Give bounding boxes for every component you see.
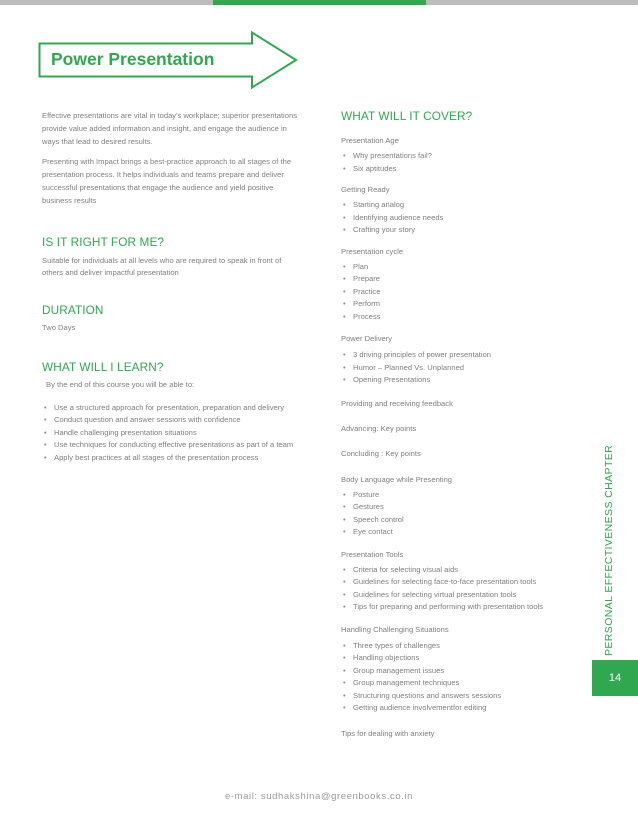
cover-item: • Crafting your story — [341, 224, 586, 237]
cover-section-title: Body Language while Presenting — [341, 474, 453, 484]
page-title: Power Presentation — [51, 49, 215, 69]
cover-item: • Tips for preparing and performing with presentation tools — [341, 601, 586, 614]
cover-item: • Process — [341, 311, 586, 324]
cover-section-title: Presentation cycle — [341, 246, 404, 256]
cover-heading: WHAT WILL IT COVER? — [341, 109, 473, 123]
top-green-bar — [213, 0, 426, 5]
cover-item: • Getting audience involvementfor editing — [341, 702, 586, 715]
cover-section-list — [341, 261, 586, 324]
cover-item: • Plan — [341, 261, 586, 274]
cover-section-list — [341, 150, 586, 175]
cover-section-title: Concluding : Key points — [341, 448, 421, 458]
cover-item: • Group management techniques — [341, 677, 586, 690]
cover-item: • Why presentations fail? — [341, 150, 586, 163]
learn-item: • Apply best practices at all stages of the presentation process — [42, 452, 304, 465]
cover-item: • Eye contact — [341, 526, 586, 539]
cover-item: • Identifying audience needs — [341, 212, 586, 225]
cover-section-title: Advancing: Key points — [341, 423, 417, 433]
page-number: 14 — [608, 672, 622, 684]
cover-section-title: Presentation Age — [341, 136, 399, 145]
learn-lead: By the end of this course you will be able to: — [46, 379, 195, 389]
duration-heading: DURATION — [42, 303, 104, 318]
right-for-me-text: Suitable for individuals at all levels who are required to speak in front of others and deliver impactful presentation — [42, 255, 282, 278]
right-for-me-heading: IS IT RIGHT FOR ME? — [42, 234, 165, 249]
cover-section-title: Presentation Tools — [341, 549, 404, 559]
cover-item: • Criteria for selecting visual aids — [341, 564, 586, 577]
right-column — [341, 109, 586, 740]
cover-item: • Posture — [341, 489, 586, 502]
cover-item: • Guidelines for selecting virtual presentation tools — [341, 589, 586, 602]
cover-item: • 3 driving principles of power presentation — [341, 349, 586, 362]
learn-item: • Conduct question and answer sessions with confidence — [42, 414, 304, 427]
intro-paragraph-1: Effective presentations are vital in today's workplace; superior presentations provide value added information and insight, and engage the audience in ways that lead to desired results. — [42, 111, 297, 146]
cover-item: • Group management issues — [341, 665, 586, 678]
cover-item: • Perform — [341, 298, 586, 311]
cover-item: • Practice — [341, 286, 586, 299]
cover-section-title: Handling Challenging Situations — [341, 624, 449, 634]
learn-heading: WHAT WILL I LEARN? — [42, 359, 164, 374]
cover-item: • Humor – Planned Vs. Unplanned — [341, 362, 586, 375]
cover-section-title: Getting Ready — [341, 185, 390, 194]
cover-section-list — [341, 489, 586, 539]
learn-item: • Use a structured approach for presentation, preparation and delivery — [42, 402, 304, 415]
cover-section-title: Tips for dealing with anxiety — [341, 728, 435, 738]
cover-item: • Structuring questions and answers sessions — [341, 690, 586, 703]
cover-item: • Guidelines for selecting face-to-face presentation tools — [341, 576, 586, 589]
cover-section-title: Providing and receiving feedback — [341, 398, 453, 408]
learn-item: • Handle challenging presentation situations — [42, 427, 304, 440]
cover-item: • Six aptitudes — [341, 163, 586, 176]
cover-item: • Three types of challenges — [341, 640, 586, 653]
chapter-side-label: PERSONAL EFFECTIVENESS CHAPTER — [603, 444, 615, 656]
learn-item: • Use techniques for conducting effective presentations as part of a team — [42, 439, 304, 452]
cover-section-list — [341, 564, 586, 614]
duration-text: Two Days — [42, 323, 76, 333]
intro-paragraph-2: Presenting with Impact brings a best-practice approach to all stages of the presentation process. It helps individuals and teams prepare and deliver successful presentations that engage the audience and yield positive business results — [42, 157, 292, 205]
cover-section-title: Power Delivery — [341, 334, 393, 343]
cover-item: • Starting analog — [341, 199, 586, 212]
left-column — [42, 110, 304, 464]
cover-item: • Speech control — [341, 514, 586, 527]
cover-section-list — [341, 349, 586, 387]
cover-item: • Gestures — [341, 501, 586, 514]
cover-section-list — [341, 199, 586, 237]
cover-item: • Handling objections — [341, 652, 586, 665]
footer-email[interactable]: e-mail: sudhakshina@greenbooks.co.in — [224, 791, 414, 802]
cover-item: • Prepare — [341, 273, 586, 286]
page-number-badge — [592, 660, 638, 696]
cover-item: • Opening Presentations — [341, 374, 586, 387]
learn-list — [42, 402, 304, 465]
cover-section-list — [341, 640, 586, 715]
